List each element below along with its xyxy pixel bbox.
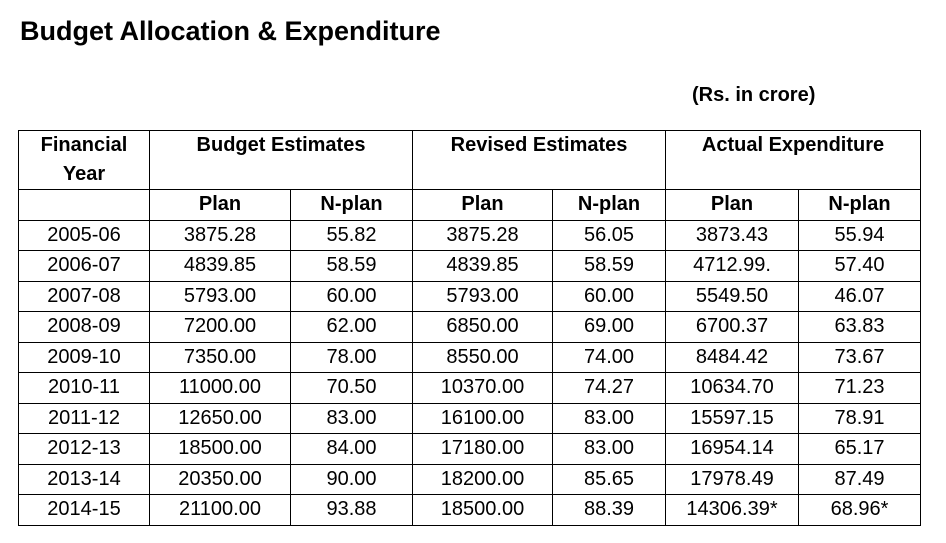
cell-year: 2007-08 <box>19 281 150 312</box>
cell-ae-nplan: 55.94 <box>799 220 921 251</box>
header-re-nplan: N-plan <box>553 190 666 221</box>
cell-ae-nplan: 68.96* <box>799 495 921 526</box>
table-row <box>19 312 921 343</box>
cell-ae-nplan: 71.23 <box>799 373 921 404</box>
header-revised-estimates: Revised Estimates <box>413 131 666 190</box>
cell-re-plan: 6850.00 <box>413 312 553 343</box>
cell-ae-plan: 16954.14 <box>666 434 799 465</box>
cell-ae-plan: 4712.99. <box>666 251 799 282</box>
header-actual-expenditure: Actual Expenditure <box>666 131 921 190</box>
cell-re-nplan: 85.65 <box>553 464 666 495</box>
cell-be-plan: 7350.00 <box>150 342 291 373</box>
header-financial-year: Financial Year <box>19 131 150 190</box>
table-body <box>19 220 921 525</box>
table-row <box>19 251 921 282</box>
cell-be-plan: 11000.00 <box>150 373 291 404</box>
cell-be-plan: 20350.00 <box>150 464 291 495</box>
table-row <box>19 373 921 404</box>
cell-year: 2010-11 <box>19 373 150 404</box>
cell-ae-plan: 14306.39* <box>666 495 799 526</box>
table-row <box>19 220 921 251</box>
header-be-nplan: N-plan <box>291 190 413 221</box>
cell-re-plan: 18200.00 <box>413 464 553 495</box>
cell-be-plan: 18500.00 <box>150 434 291 465</box>
cell-re-nplan: 69.00 <box>553 312 666 343</box>
header-budget-estimates: Budget Estimates <box>150 131 413 190</box>
cell-year: 2013-14 <box>19 464 150 495</box>
table-row <box>19 495 921 526</box>
cell-ae-nplan: 63.83 <box>799 312 921 343</box>
cell-re-plan: 4839.85 <box>413 251 553 282</box>
cell-be-nplan: 58.59 <box>291 251 413 282</box>
cell-ae-plan: 5549.50 <box>666 281 799 312</box>
cell-ae-plan: 6700.37 <box>666 312 799 343</box>
cell-be-nplan: 70.50 <box>291 373 413 404</box>
cell-re-nplan: 74.27 <box>553 373 666 404</box>
cell-be-plan: 4839.85 <box>150 251 291 282</box>
cell-ae-nplan: 57.40 <box>799 251 921 282</box>
cell-be-plan: 3875.28 <box>150 220 291 251</box>
cell-year: 2012-13 <box>19 434 150 465</box>
header-empty <box>19 190 150 221</box>
cell-be-nplan: 93.88 <box>291 495 413 526</box>
cell-be-plan: 12650.00 <box>150 403 291 434</box>
page-title: Budget Allocation & Expenditure <box>20 16 441 46</box>
cell-re-nplan: 60.00 <box>553 281 666 312</box>
cell-re-plan: 17180.00 <box>413 434 553 465</box>
header-be-plan: Plan <box>150 190 291 221</box>
cell-year: 2005-06 <box>19 220 150 251</box>
unit-label: (Rs. in crore) <box>692 84 816 106</box>
cell-year: 2008-09 <box>19 312 150 343</box>
cell-ae-plan: 3873.43 <box>666 220 799 251</box>
budget-table <box>18 130 921 526</box>
cell-ae-plan: 10634.70 <box>666 373 799 404</box>
header-ae-plan: Plan <box>666 190 799 221</box>
cell-ae-nplan: 65.17 <box>799 434 921 465</box>
cell-be-nplan: 55.82 <box>291 220 413 251</box>
table-row <box>19 434 921 465</box>
cell-re-nplan: 74.00 <box>553 342 666 373</box>
header-re-plan: Plan <box>413 190 553 221</box>
cell-ae-plan: 15597.15 <box>666 403 799 434</box>
header-row-subcolumns <box>19 190 921 221</box>
cell-re-plan: 3875.28 <box>413 220 553 251</box>
cell-be-nplan: 90.00 <box>291 464 413 495</box>
cell-be-nplan: 78.00 <box>291 342 413 373</box>
cell-be-nplan: 62.00 <box>291 312 413 343</box>
table-row <box>19 281 921 312</box>
cell-re-nplan: 88.39 <box>553 495 666 526</box>
cell-year: 2014-15 <box>19 495 150 526</box>
cell-re-nplan: 58.59 <box>553 251 666 282</box>
cell-re-plan: 5793.00 <box>413 281 553 312</box>
cell-ae-plan: 8484.42 <box>666 342 799 373</box>
cell-year: 2006-07 <box>19 251 150 282</box>
cell-be-plan: 7200.00 <box>150 312 291 343</box>
table-row <box>19 342 921 373</box>
header-row-groups <box>19 131 921 190</box>
table-row <box>19 464 921 495</box>
cell-re-plan: 10370.00 <box>413 373 553 404</box>
table-row <box>19 403 921 434</box>
cell-re-nplan: 83.00 <box>553 434 666 465</box>
cell-be-nplan: 60.00 <box>291 281 413 312</box>
cell-re-plan: 18500.00 <box>413 495 553 526</box>
cell-be-plan: 5793.00 <box>150 281 291 312</box>
cell-year: 2011-12 <box>19 403 150 434</box>
cell-be-plan: 21100.00 <box>150 495 291 526</box>
cell-ae-plan: 17978.49 <box>666 464 799 495</box>
cell-be-nplan: 83.00 <box>291 403 413 434</box>
header-ae-nplan: N-plan <box>799 190 921 221</box>
cell-re-nplan: 83.00 <box>553 403 666 434</box>
cell-re-nplan: 56.05 <box>553 220 666 251</box>
cell-year: 2009-10 <box>19 342 150 373</box>
cell-re-plan: 8550.00 <box>413 342 553 373</box>
cell-ae-nplan: 87.49 <box>799 464 921 495</box>
cell-ae-nplan: 78.91 <box>799 403 921 434</box>
cell-be-nplan: 84.00 <box>291 434 413 465</box>
cell-re-plan: 16100.00 <box>413 403 553 434</box>
cell-ae-nplan: 73.67 <box>799 342 921 373</box>
cell-ae-nplan: 46.07 <box>799 281 921 312</box>
